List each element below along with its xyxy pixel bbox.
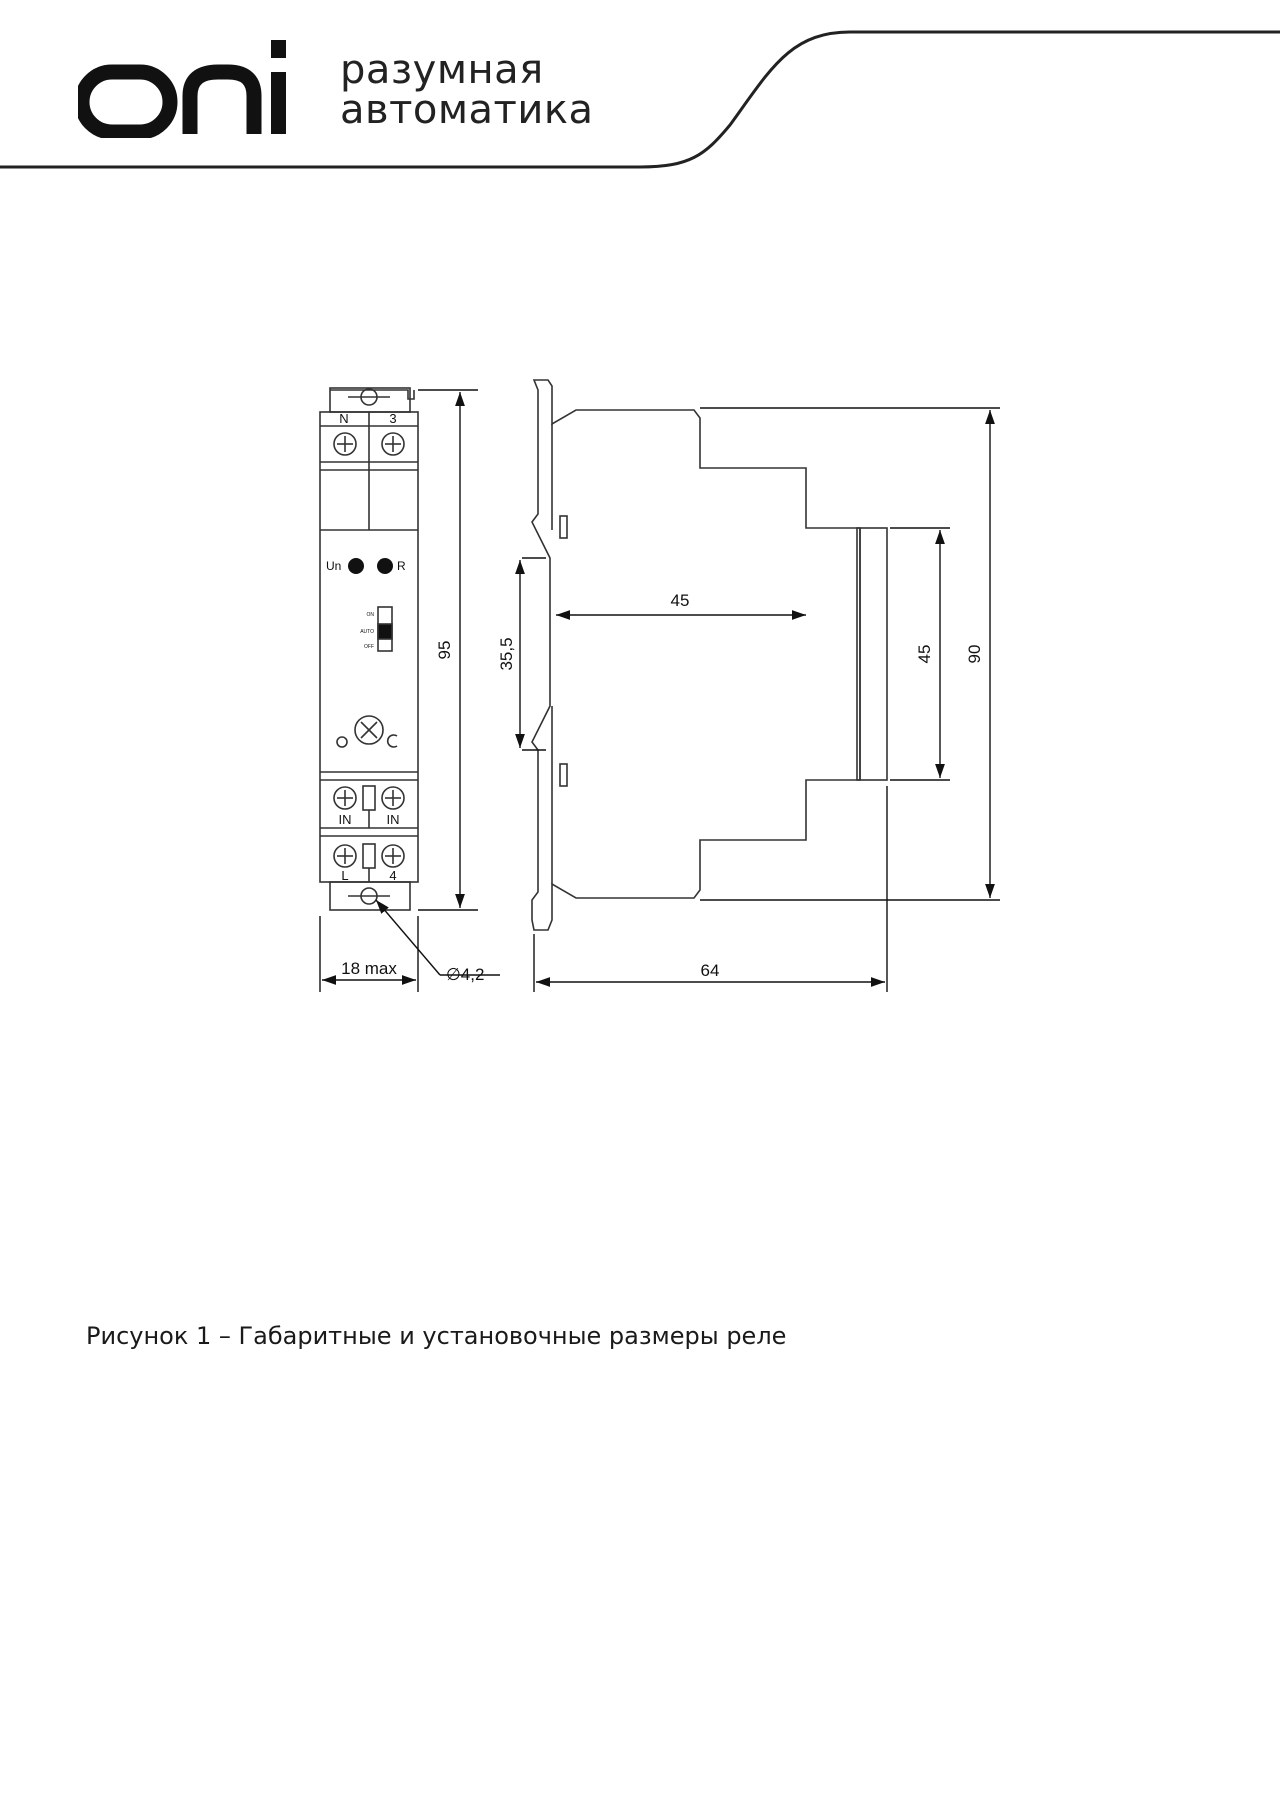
dim-overall-depth-64: 64 bbox=[700, 961, 720, 980]
terminal-label-in-right: IN bbox=[386, 812, 400, 827]
r-indicator-led bbox=[377, 558, 393, 574]
switch-label-on: ON bbox=[366, 612, 374, 618]
tagline-line-1: разумная bbox=[340, 47, 544, 93]
terminal-label-3: 3 bbox=[389, 411, 397, 426]
dim-hole-diameter: ∅4,2 bbox=[446, 965, 485, 984]
dim-width-18max: 18 max bbox=[341, 959, 397, 978]
indicator-label-r: R bbox=[397, 559, 406, 573]
dim-overall-height-90: 90 bbox=[965, 644, 984, 664]
brand-tagline bbox=[340, 47, 594, 133]
terminal-label-l: L bbox=[341, 868, 349, 883]
dim-front-height-45: 45 bbox=[915, 644, 934, 664]
side-view bbox=[532, 380, 887, 930]
un-indicator-led bbox=[348, 558, 364, 574]
indicator-label-un: Un bbox=[326, 559, 342, 573]
terminal-label-4: 4 bbox=[389, 868, 397, 883]
oni-logo-graphic bbox=[78, 34, 290, 138]
figure-caption: Рисунок 1 – Габаритные и установочные размеры реле bbox=[86, 1322, 787, 1350]
page-header bbox=[0, 0, 1280, 180]
dimension-drawing bbox=[0, 350, 1280, 1010]
switch-label-off: OFF bbox=[364, 644, 374, 650]
switch-label-auto: AUTO bbox=[360, 629, 374, 635]
dim-rail-35-5: 35,5 bbox=[497, 637, 516, 671]
dim-height-95: 95 bbox=[435, 640, 454, 660]
oni-logo bbox=[78, 34, 290, 138]
dim-depth-45: 45 bbox=[670, 591, 690, 610]
terminal-label-n: N bbox=[339, 411, 349, 426]
tagline-line-2: автоматика bbox=[340, 87, 594, 133]
relay-drawing-svg bbox=[0, 350, 1280, 1010]
terminal-label-in-left: IN bbox=[338, 812, 352, 827]
